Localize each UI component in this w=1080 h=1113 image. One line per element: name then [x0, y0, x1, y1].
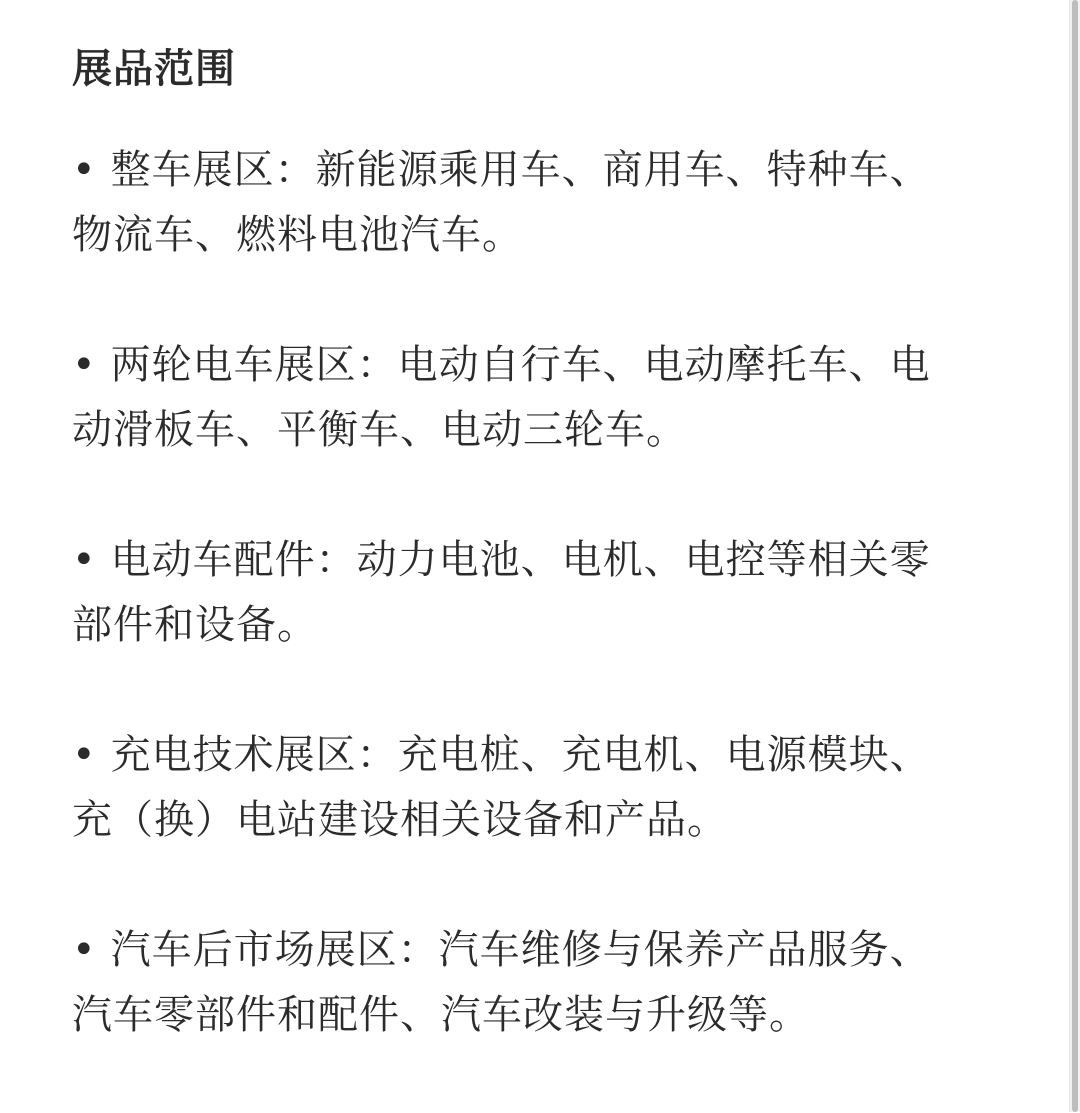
- exhibit-category-list: [72, 138, 977, 1048]
- item-text: 电动车配件：动力电池、电机、电控等相关零: [110, 537, 931, 583]
- article-content: [72, 38, 977, 1113]
- list-item-vehicle-zone: [72, 138, 977, 268]
- item-line-1: [72, 333, 977, 398]
- item-line-1: [72, 723, 977, 788]
- item-line-2: 动滑板车、平衡车、电动三轮车。: [72, 407, 687, 453]
- item-text: 两轮电车展区：电动自行车、电动摩托车、电: [110, 342, 931, 388]
- bullet-icon: •: [72, 537, 97, 583]
- item-text: 整车展区：新能源乘用车、商用车、特种车、: [110, 147, 931, 193]
- item-line-2: 充（换）电站建设相关设备和产品。: [72, 797, 728, 843]
- list-item-parts-zone: [72, 528, 977, 658]
- item-line-1: [72, 918, 977, 983]
- item-line-1: [72, 138, 977, 203]
- item-line-2: 部件和设备。: [72, 602, 318, 648]
- scrollbar-thumb[interactable]: [1072, 0, 1078, 1112]
- bullet-icon: •: [72, 147, 97, 193]
- item-line-1: [72, 528, 977, 593]
- section-title: 展品范围: [72, 46, 236, 92]
- list-item-two-wheeler-zone: [72, 333, 977, 463]
- bullet-icon: •: [72, 732, 97, 778]
- item-line-2: 汽车零部件和配件、汽车改装与升级等。: [72, 992, 810, 1038]
- scrollbar-track[interactable]: [1069, 0, 1080, 1112]
- bullet-icon: •: [72, 342, 97, 388]
- item-text: 充电技术展区：充电桩、充电机、电源模块、: [110, 732, 931, 778]
- list-item-charging-zone: [72, 723, 977, 853]
- bullet-icon: •: [72, 927, 97, 973]
- list-item-aftermarket-zone: [72, 918, 977, 1048]
- item-text: 汽车后市场展区：汽车维修与保养产品服务、: [110, 927, 931, 973]
- item-line-2: 物流车、燃料电池汽车。: [72, 212, 523, 258]
